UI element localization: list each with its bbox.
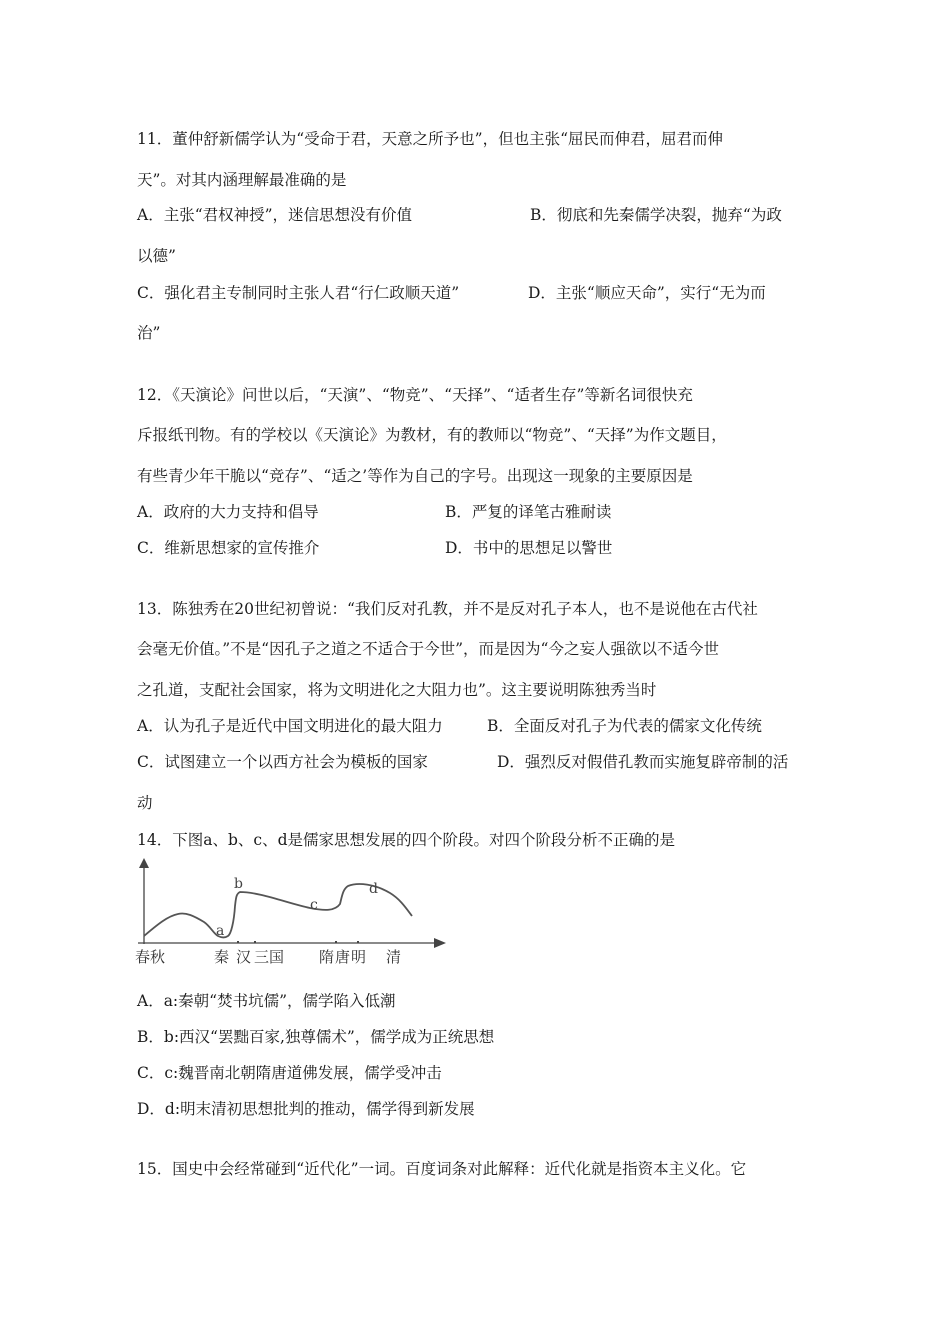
tick-label-sanguo: 三国 <box>254 948 285 966</box>
q13-stem-line3: 之孔道，支配社会国家，将为文明进化之大阻力也”。这主要说明陈独秀当时 <box>137 681 657 699</box>
q11-stem-line1: 11．董仲舒新儒学认为“受命于君，天意之所予也”，但也主张“屈民而伸君，屈君而伸 <box>137 130 723 148</box>
q13-stem-line1: 13．陈独秀在20世纪初曾说：“我们反对孔教，并不是反对孔子本人，也不是说他在古代社 <box>137 600 758 618</box>
q11-option-d: D．主张“顺应天命”，实行“无为而 <box>528 284 766 302</box>
q15-stem-line1: 15．国史中会经常碰到“近代化”一词。百度词条对此解释：近代化就是指资本主义化。它 <box>137 1160 747 1178</box>
q12-option-b: B．严复的译笔古雅耐读 <box>445 503 612 521</box>
q14-option-a: A．a:秦朝“焚书坑儒”，儒学陷入低潮 <box>137 992 396 1010</box>
q14-option-c: C．c:魏晋南北朝隋唐道佛发展，儒学受冲击 <box>137 1064 442 1082</box>
tick-label-ming: 明 <box>351 948 367 966</box>
x-axis-arrow <box>434 938 446 948</box>
q11-option-c: C．强化君主专制同时主张人君“行仁政顺天道” <box>137 284 460 302</box>
q11-stem-line2: 天”。对其内涵理解最准确的是 <box>137 171 347 189</box>
tick-label-chunqiu: 春秋 <box>135 948 166 966</box>
point-label-c: c <box>310 897 318 913</box>
q12-stem-line3: 有些青少年干脆以“竞存”、“适之’等作为自己的字号。出现这一现象的主要原因是 <box>137 467 693 485</box>
tick-label-qin: 秦 <box>214 948 230 966</box>
tick-label-qing: 清 <box>386 948 402 966</box>
q12-stem-line2: 斥报纸刊物。有的学校以《天演论》为教材，有的教师以“物竞”、“天择”为作文题目， <box>137 426 727 444</box>
q12-option-d: D．书中的思想足以警世 <box>445 539 613 557</box>
q14-option-d: D．d:明末清初思想批判的推动，儒学得到新发展 <box>137 1100 475 1118</box>
q13-option-a: A．认为孔子是近代中国文明进化的最大阻力 <box>137 717 443 735</box>
q11-option-a: A．主张“君权神授”，迷信思想没有价值 <box>137 206 413 224</box>
q13-option-c: C．试图建立一个以西方社会为模板的国家 <box>137 753 428 771</box>
q12-option-a: A．政府的大力支持和倡导 <box>137 503 319 521</box>
tick-label-tang: 唐 <box>335 948 351 966</box>
q14-stem: 14．下图a、b、c、d是儒家思想发展的四个阶段。对四个阶段分析不正确的是 <box>137 831 675 849</box>
point-label-d: d <box>369 881 378 897</box>
q13-stem-line2: 会毫无价值。”不是“因孔子之道之不适合于今世”，而是因为“今之妄人强欲以不适今世 <box>137 640 719 658</box>
q11-option-d-cont: 治” <box>137 324 161 342</box>
q12-option-c: C．维新思想家的宣传推介 <box>137 539 320 557</box>
q11-option-b-cont: 以德” <box>137 247 176 265</box>
q12-stem-line1: 12．《天演论》问世以后，“天演”、“物竞”、“天择”、“适者生存”等新名词很快充 <box>137 386 693 404</box>
q11-option-b: B．彻底和先秦儒学决裂，抛弃“为政 <box>530 206 782 224</box>
q14-option-b: B．b:西汉“罢黜百家,独尊儒术”，儒学成为正统思想 <box>137 1028 495 1046</box>
point-label-a: a <box>216 923 225 939</box>
y-axis-arrow <box>139 858 149 868</box>
tick-label-han: 汉 <box>236 948 252 966</box>
point-label-b: b <box>234 876 243 892</box>
q13-option-d-cont: 动 <box>137 794 153 812</box>
q13-option-d: D．强烈反对假借孔教而实施复辟帝制的活 <box>497 753 789 771</box>
tick-label-sui: 隋 <box>319 948 335 966</box>
confucianism-development-chart <box>130 856 460 971</box>
q13-option-b: B．全面反对孔子为代表的儒家文化传统 <box>487 717 762 735</box>
